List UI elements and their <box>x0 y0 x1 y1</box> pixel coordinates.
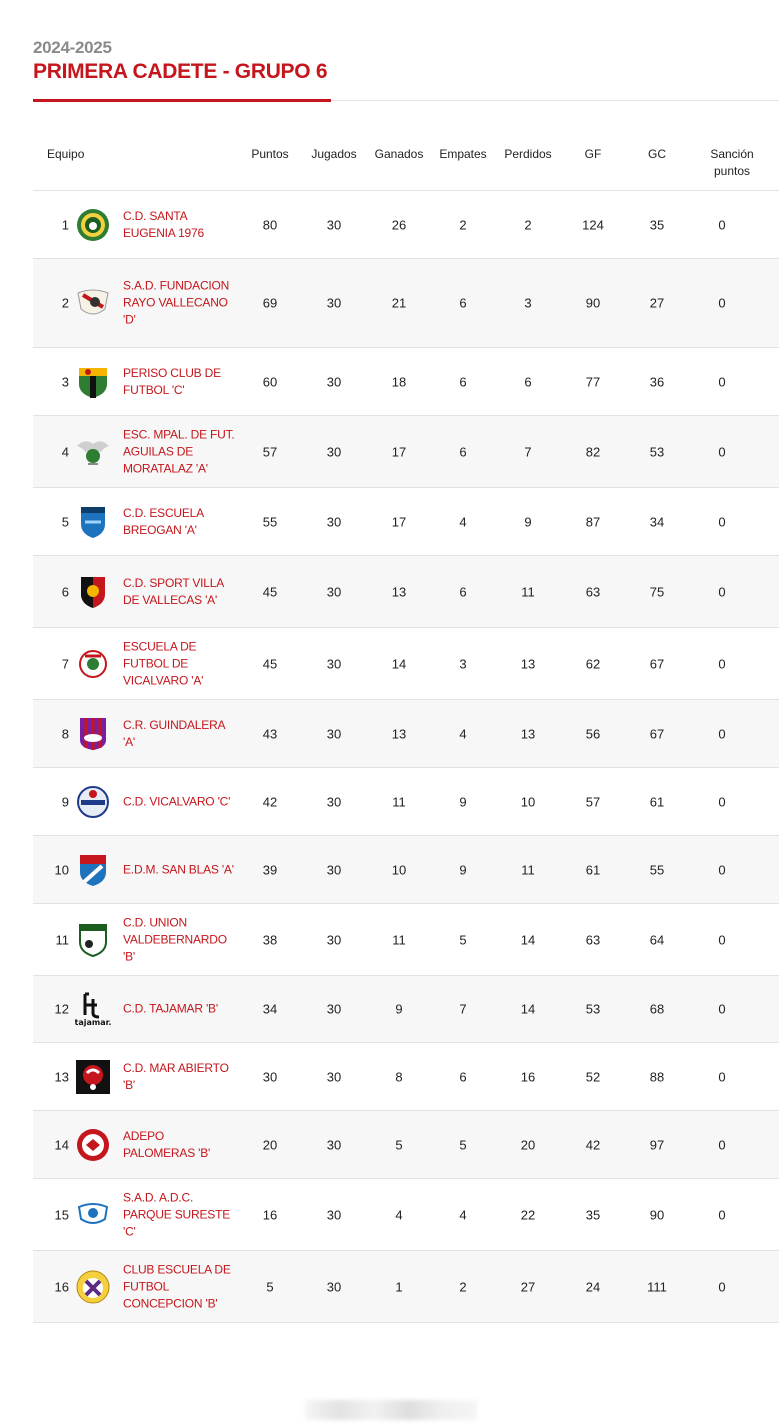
cell-goals-against: 68 <box>649 1001 665 1017</box>
cell-sanction: 0 <box>718 1069 726 1084</box>
cell-sanction: 0 <box>718 374 726 389</box>
cell-lost: 13 <box>520 726 536 741</box>
cell-drawn: 6 <box>459 584 467 599</box>
team-name-link[interactable]: S.A.D. FUNDACION RAYO VALLECANO 'D' <box>123 278 230 327</box>
cell-sanction: 0 <box>718 1207 726 1222</box>
cell-sanction: 0 <box>718 1279 726 1294</box>
cell-points: 43 <box>262 726 278 741</box>
cell-played: 30 <box>326 1001 342 1017</box>
tajamar-logo-icon <box>75 991 111 1027</box>
cell-goals-for: 52 <box>585 1069 601 1084</box>
cell-goals-for: 42 <box>585 1137 601 1152</box>
cell-drawn: 5 <box>459 932 467 947</box>
cell-drawn: 4 <box>459 514 467 529</box>
cell-played: 30 <box>326 1279 342 1294</box>
header-drawn[interactable]: Empates <box>439 147 487 161</box>
cell-lost: 11 <box>521 862 535 877</box>
page-header <box>33 38 779 84</box>
row-position: 5 <box>61 514 69 529</box>
cell-drawn: 6 <box>459 444 467 459</box>
cell-won: 11 <box>392 932 406 947</box>
green-round-crest-icon <box>75 207 111 243</box>
cell-lost: 3 <box>524 295 532 311</box>
team-name-link[interactable]: C.D. ESCUELA BREOGAN 'A' <box>123 505 204 537</box>
table-row[interactable] <box>33 836 779 904</box>
cell-points: 57 <box>262 444 278 459</box>
team-name-link[interactable]: C.D. UNION VALDEBERNARDO 'B' <box>123 915 227 963</box>
cell-goals-against: 55 <box>649 862 665 877</box>
cell-points: 5 <box>266 1279 274 1294</box>
cell-won: 14 <box>391 656 407 671</box>
row-position: 4 <box>61 444 69 459</box>
cell-goals-for: 63 <box>585 584 601 599</box>
table-row[interactable] <box>33 191 779 259</box>
cell-lost: 13 <box>520 656 536 671</box>
cell-goals-against: 67 <box>649 726 665 741</box>
cell-won: 26 <box>391 217 407 232</box>
cell-drawn: 4 <box>459 1207 467 1222</box>
table-row[interactable] <box>33 488 779 556</box>
header-goals-against[interactable]: GC <box>648 147 666 161</box>
footer-blurred-content <box>305 1400 477 1420</box>
cell-won: 11 <box>392 794 406 809</box>
cell-goals-for: 35 <box>585 1207 601 1222</box>
cell-points: 16 <box>262 1207 278 1222</box>
cell-sanction: 0 <box>718 862 726 877</box>
row-position: 14 <box>54 1137 69 1152</box>
cell-played: 30 <box>326 514 342 529</box>
standings-table <box>33 134 779 1323</box>
cell-lost: 6 <box>524 374 532 389</box>
cell-lost: 22 <box>520 1207 536 1222</box>
cell-points: 45 <box>262 584 278 599</box>
cell-won: 1 <box>395 1279 403 1294</box>
cell-won: 8 <box>395 1069 403 1084</box>
cell-lost: 14 <box>520 1001 536 1017</box>
villa-vallecas-shield-icon <box>75 574 111 610</box>
guindalera-crest-icon <box>75 716 111 752</box>
cell-played: 30 <box>326 794 342 809</box>
cell-lost: 14 <box>520 932 536 947</box>
row-position: 16 <box>54 1279 69 1294</box>
row-position: 12 <box>54 1001 69 1017</box>
cell-played: 30 <box>326 1069 342 1084</box>
parque-sureste-crest-icon <box>75 1197 111 1233</box>
cell-goals-against: 111 <box>647 1279 667 1294</box>
table-row[interactable] <box>33 416 779 488</box>
header-points[interactable]: Puntos <box>251 147 289 161</box>
cell-goals-for: 82 <box>585 444 601 459</box>
cell-won: 18 <box>391 374 407 389</box>
valdebernardo-shield-icon <box>75 922 111 958</box>
cell-drawn: 2 <box>459 1279 467 1294</box>
cell-played: 30 <box>326 862 342 877</box>
cell-goals-against: 88 <box>649 1069 665 1084</box>
cell-sanction: 0 <box>718 444 726 459</box>
cell-won: 13 <box>391 726 407 741</box>
cell-lost: 9 <box>524 514 532 529</box>
row-position: 9 <box>61 794 69 809</box>
breogan-shield-icon <box>75 504 111 540</box>
cell-goals-against: 34 <box>649 514 665 529</box>
cell-points: 34 <box>262 1001 278 1017</box>
cell-drawn: 2 <box>459 217 467 232</box>
cell-lost: 10 <box>520 794 536 809</box>
cell-points: 69 <box>262 295 278 311</box>
cell-goals-against: 27 <box>649 295 665 311</box>
cell-drawn: 9 <box>459 862 467 877</box>
cell-played: 30 <box>326 295 342 311</box>
cell-points: 45 <box>262 656 278 671</box>
vicalvaro-crest-icon <box>75 646 111 682</box>
table-row[interactable] <box>33 1111 779 1179</box>
cell-drawn: 6 <box>459 374 467 389</box>
cell-drawn: 6 <box>459 1069 467 1084</box>
rayo-crest-icon <box>75 285 111 321</box>
cell-goals-for: 90 <box>585 295 601 311</box>
cell-goals-against: 75 <box>649 584 665 599</box>
cell-sanction: 0 <box>718 794 726 809</box>
cell-goals-against: 67 <box>649 656 665 671</box>
cell-played: 30 <box>326 726 342 741</box>
cell-points: 20 <box>262 1137 278 1152</box>
table-row[interactable] <box>33 1251 779 1323</box>
row-position: 11 <box>55 932 69 947</box>
cell-goals-for: 24 <box>585 1279 601 1294</box>
table-row[interactable] <box>33 700 779 768</box>
cell-points: 38 <box>262 932 278 947</box>
header-won[interactable]: Ganados <box>374 147 424 161</box>
team-name-link[interactable]: S.A.D. A.D.C. PARQUE SURESTE 'C' <box>123 1190 230 1238</box>
cell-sanction: 0 <box>718 1001 726 1017</box>
cell-played: 30 <box>326 1207 342 1222</box>
cell-sanction: 0 <box>718 932 726 947</box>
cell-goals-for: 62 <box>585 656 601 671</box>
cell-sanction: 0 <box>718 1137 726 1152</box>
cell-lost: 7 <box>524 444 532 459</box>
cell-lost: 11 <box>521 584 535 599</box>
cell-won: 4 <box>395 1207 403 1222</box>
cell-drawn: 6 <box>459 295 467 311</box>
periso-shield-icon <box>75 364 111 400</box>
cell-played: 30 <box>326 217 342 232</box>
cell-goals-against: 64 <box>649 932 665 947</box>
row-position: 13 <box>54 1069 69 1084</box>
cell-goals-for: 57 <box>585 794 601 809</box>
table-row[interactable] <box>33 556 779 628</box>
header-played[interactable]: Jugados <box>311 147 357 161</box>
team-name-link[interactable]: ESC. MPAL. DE FUT. AGUILAS DE MORATALAZ 'A' <box>123 427 235 475</box>
cd-vicalvaro-crest-icon <box>75 784 111 820</box>
cell-played: 30 <box>326 374 342 389</box>
team-name-link[interactable]: E.D.M. SAN BLAS 'A' <box>123 862 234 876</box>
cell-won: 17 <box>391 444 407 459</box>
team-name-link[interactable]: C.D. VICALVARO 'C' <box>123 794 231 808</box>
cell-won: 5 <box>395 1137 403 1152</box>
row-position: 3 <box>61 374 69 389</box>
row-position: 2 <box>61 295 69 311</box>
eagle-crest-icon <box>75 434 111 470</box>
table-header <box>33 134 779 191</box>
cell-drawn: 3 <box>459 656 467 671</box>
table-body <box>33 191 779 1323</box>
cell-points: 42 <box>262 794 278 809</box>
title-underline <box>33 99 331 102</box>
cell-played: 30 <box>326 656 342 671</box>
cell-goals-for: 124 <box>582 217 604 232</box>
row-position: 10 <box>54 862 69 877</box>
row-position: 8 <box>61 726 69 741</box>
cell-drawn: 5 <box>459 1137 467 1152</box>
cell-goals-for: 56 <box>585 726 601 741</box>
row-position: 1 <box>61 217 69 232</box>
cell-played: 30 <box>326 444 342 459</box>
cell-lost: 20 <box>520 1137 536 1152</box>
san-blas-shield-icon <box>75 852 111 888</box>
cell-drawn: 9 <box>459 794 467 809</box>
row-position: 15 <box>54 1207 69 1222</box>
header-team[interactable]: Equipo <box>47 147 85 161</box>
table-row[interactable] <box>33 904 779 976</box>
concepcion-crest-icon <box>75 1269 111 1305</box>
cell-points: 55 <box>262 514 278 529</box>
row-position: 6 <box>61 584 69 599</box>
cell-sanction: 0 <box>718 656 726 671</box>
team-name-link[interactable]: C.R. GUINDALERA 'A' <box>123 717 225 749</box>
team-name-link[interactable]: ESCUELA DE FUTBOL DE VICALVARO 'A' <box>123 639 204 687</box>
cell-won: 13 <box>391 584 407 599</box>
team-name-link[interactable]: PERISO CLUB DE FUTBOL 'C' <box>123 365 221 397</box>
cell-played: 30 <box>326 1137 342 1152</box>
cell-goals-against: 61 <box>649 794 665 809</box>
team-name-link[interactable]: ADEPO PALOMERAS 'B' <box>123 1128 211 1160</box>
cell-drawn: 7 <box>459 1001 467 1017</box>
cell-won: 10 <box>391 862 407 877</box>
season-label: 2024-2025 <box>33 38 112 57</box>
cell-drawn: 4 <box>459 726 467 741</box>
cell-points: 60 <box>262 374 278 389</box>
cell-goals-against: 35 <box>649 217 665 232</box>
cell-goals-for: 61 <box>585 862 601 877</box>
cell-sanction: 0 <box>718 217 726 232</box>
cell-won: 17 <box>391 514 407 529</box>
header-sanction[interactable]: Sanción puntos <box>710 147 754 178</box>
header-lost[interactable]: Perdidos <box>504 147 552 161</box>
cell-goals-against: 97 <box>649 1137 665 1152</box>
team-name-link[interactable]: C.D. MAR ABIERTO 'B' <box>123 1060 229 1092</box>
table-row[interactable] <box>33 259 779 348</box>
cell-goals-for: 87 <box>585 514 601 529</box>
cell-goals-for: 63 <box>585 932 601 947</box>
cell-goals-against: 90 <box>649 1207 665 1222</box>
team-name-link[interactable]: CLUB ESCUELA DE FUTBOL CONCEPCION 'B' <box>123 1262 231 1310</box>
cell-lost: 2 <box>524 217 532 232</box>
cell-won: 21 <box>391 295 407 311</box>
adepo-crest-icon <box>75 1127 111 1163</box>
cell-won: 9 <box>395 1001 403 1017</box>
table-row[interactable] <box>33 768 779 836</box>
cell-sanction: 0 <box>718 584 726 599</box>
header-goals-for[interactable]: GF <box>584 147 602 161</box>
cell-points: 80 <box>262 217 278 232</box>
table-row[interactable] <box>33 348 779 416</box>
cell-goals-against: 36 <box>649 374 665 389</box>
mar-abierto-crest-icon <box>75 1059 111 1095</box>
row-position: 7 <box>61 656 69 671</box>
cell-sanction: 0 <box>718 295 726 311</box>
team-name-link[interactable]: C.D. TAJAMAR 'B' <box>123 1001 218 1016</box>
team-name-link[interactable]: C.D. SPORT VILLA DE VALLECAS 'A' <box>123 575 224 607</box>
cell-goals-against: 53 <box>649 444 665 459</box>
table-row[interactable] <box>33 1179 779 1251</box>
svg-text:tajamar.: tajamar. <box>75 1018 111 1027</box>
cell-sanction: 0 <box>718 726 726 741</box>
cell-lost: 16 <box>520 1069 536 1084</box>
table-row[interactable] <box>33 1043 779 1111</box>
cell-lost: 27 <box>520 1279 536 1294</box>
cell-points: 39 <box>262 862 278 877</box>
cell-played: 30 <box>326 932 342 947</box>
page-title: PRIMERA CADETE - GRUPO 6 <box>33 60 328 83</box>
cell-sanction: 0 <box>718 514 726 529</box>
table-row[interactable] <box>33 976 779 1043</box>
team-name-link[interactable]: C.D. SANTA EUGENIA 1976 <box>123 208 204 240</box>
table-row[interactable] <box>33 628 779 700</box>
cell-goals-for: 77 <box>585 374 601 389</box>
cell-points: 30 <box>262 1069 278 1084</box>
cell-goals-for: 53 <box>585 1001 601 1017</box>
cell-played: 30 <box>326 584 342 599</box>
